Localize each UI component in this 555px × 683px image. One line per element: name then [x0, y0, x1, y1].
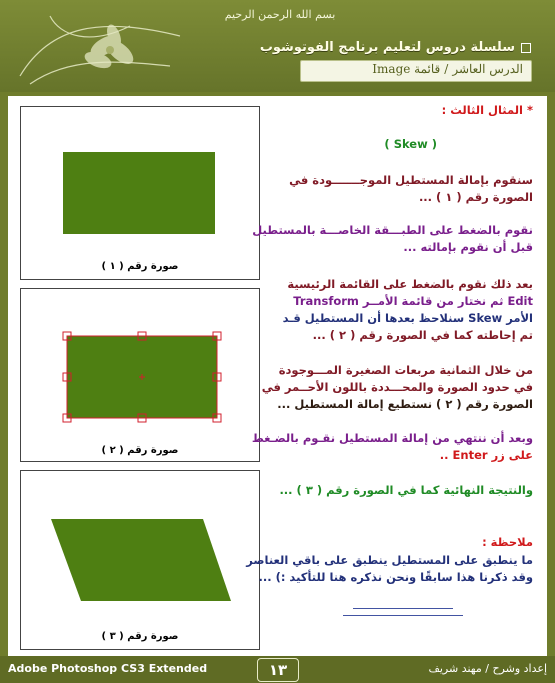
note-line-1: ما ينطبق على المستطيل ينطبق على باقي العناصر: [246, 553, 533, 567]
figure-3-caption: صورة رقم ( ٣ ): [101, 631, 179, 642]
figure-2-canvas: [21, 289, 259, 461]
figure-1-caption: صورة رقم ( ١ ): [101, 261, 179, 272]
footer: [0, 656, 555, 683]
author-credit: إعداد وشرح / مهند شريف: [428, 662, 547, 675]
note-title: ملاحظة :: [482, 535, 533, 549]
figure-2: [20, 288, 260, 462]
rectangle-shape: [63, 152, 215, 234]
paragraph-3-line-4: تم إحاطته كما في الصورة رقم ( ٢ ) ...: [312, 328, 533, 342]
flower-ornament-icon: [10, 6, 190, 88]
lesson-bar: الدرس العاشر/قائمة Image: [300, 60, 532, 82]
series-title: [260, 40, 531, 55]
skew-label: ( Skew ): [384, 137, 437, 151]
paragraph-4-line-3: الصورة رقم ( ٢ ) نستطيع إمالة المستطيل ...: [277, 397, 533, 411]
paragraph-5-line-1: وبعد أن ننتهي من إمالة المستطيل نقـوم بالضـغط: [251, 431, 533, 445]
paragraph-1-line-2: الصورة رقم ( ١ ) ...: [418, 190, 533, 204]
paragraph-4-line-1: من خلال الثمانية مربعات الصغيرة المـــوجودة: [278, 363, 533, 377]
checkbox-icon: [521, 43, 531, 53]
lesson-label: الدرس العاشر: [452, 62, 523, 76]
paragraph-3-line-3: الأمر Skew سنلاحظ بعدها أن المستطيل قـد: [282, 311, 533, 325]
app-name: Adobe Photoshop CS3 Extended: [8, 662, 208, 675]
figure-2-caption: صورة رقم ( ٢ ): [101, 445, 179, 456]
figure-3-canvas: [21, 471, 259, 649]
skewed-shape: [51, 519, 231, 601]
example-title: * المثال الثالث :: [441, 103, 533, 117]
paragraph-2-line-1: نقوم بالضغط على الطبـــقة الخاصـــة بالمستطيل: [252, 223, 533, 237]
figure-1-canvas: [21, 107, 259, 279]
paragraph-3-line-2: Edit ثم نختار من قائمة الأمــر Transform: [293, 294, 533, 308]
divider-line: [353, 608, 453, 609]
paragraph-5-line-2: على زر Enter ..: [439, 448, 533, 462]
note-line-2: وقد ذكرنا هذا سابقًا ونحن نذكره هنا للتأكيد :) ...: [258, 570, 533, 584]
figure-1: [20, 106, 260, 280]
paragraph-4-line-2: في حدود الصورة والمحـــددة باللون الأحــمر في: [261, 380, 533, 394]
content-area: [8, 96, 547, 656]
paragraph-3-line-1: بعد ذلك نقوم بالضغط على القائمة الرئيسية: [287, 277, 533, 291]
header: [0, 0, 555, 92]
paragraph-1-line-1: سنقوم بإمالة المستطيل الموجـــــــودة في: [289, 173, 533, 187]
paragraph-2-line-2: قبل أن نقوم بإمالته ...: [403, 240, 533, 254]
lesson-topic: قائمة Image: [372, 62, 441, 76]
figure-3: [20, 470, 260, 650]
page-number: ١٣: [257, 658, 299, 682]
series-title-text: سلسلة دروس لتعليم برنامج الفوتوشوب: [259, 40, 515, 55]
paragraph-6: والنتيجة النهائية كما في الصورة رقم ( ٣ ) ...: [279, 483, 533, 497]
bismillah-text: بسم الله الرحمن الرحيم: [224, 8, 336, 21]
divider-line: [343, 615, 463, 616]
